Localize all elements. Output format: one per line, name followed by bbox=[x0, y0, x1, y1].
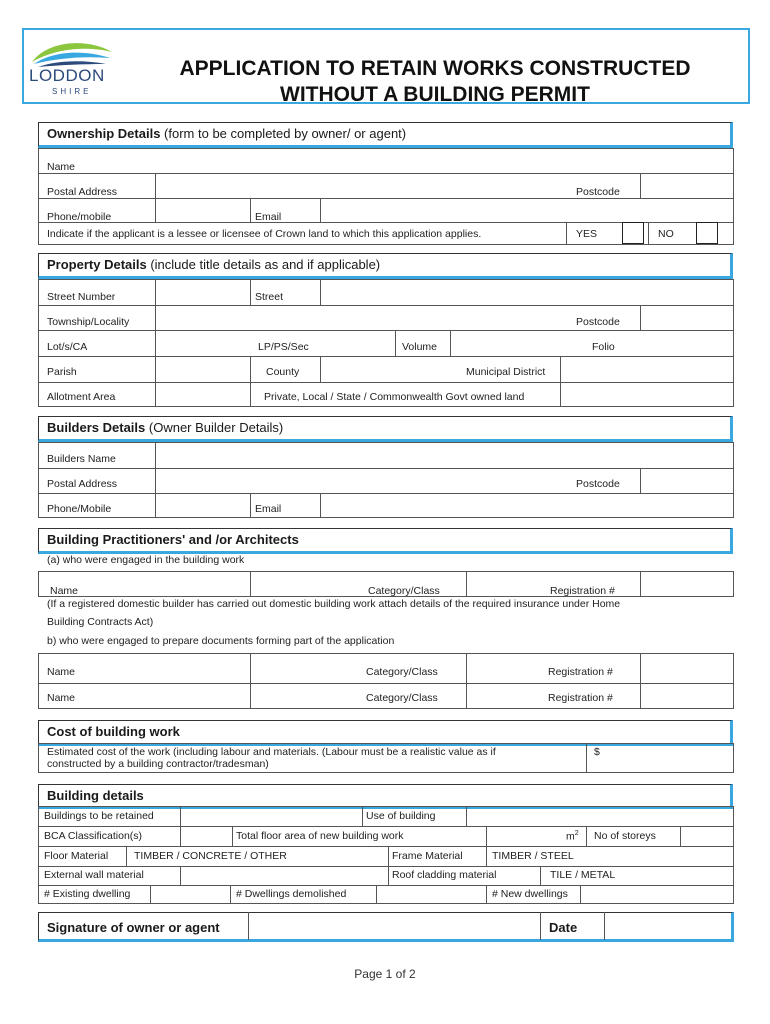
practitioner-a-category-field[interactable] bbox=[467, 572, 547, 596]
frame-material-label: Frame Material bbox=[392, 850, 463, 862]
crown-no-label: NO bbox=[658, 228, 674, 240]
builders-email-field[interactable] bbox=[321, 494, 733, 518]
practitioner-a-name-label: Name bbox=[50, 585, 79, 597]
owner-phone-field[interactable] bbox=[156, 199, 250, 222]
county-label: County bbox=[266, 366, 300, 378]
new-dwellings-field[interactable] bbox=[581, 886, 733, 904]
practitioner-b1-registration-label: Registration # bbox=[548, 666, 613, 678]
practitioner-b2-category-label: Category/Class bbox=[366, 692, 438, 704]
practitioner-a-name-field[interactable] bbox=[100, 572, 250, 596]
crown-land-question: Indicate if the applicant is a lessee or licensee of Crown land to which this application applies. bbox=[47, 228, 482, 240]
logo-name: LODDON bbox=[29, 66, 105, 85]
owner-email-field[interactable] bbox=[321, 199, 733, 222]
volume-label: Volume bbox=[402, 341, 438, 353]
property-postcode-label: Postcode bbox=[576, 316, 620, 328]
practitioner-b1-category-label: Category/Class bbox=[366, 666, 438, 678]
loddon-logo-icon bbox=[28, 36, 116, 70]
builders-phone-label: Phone/Mobile bbox=[47, 503, 112, 515]
cost-description-line1: Estimated cost of the work (including labour and materials. (Labour must be a realistic value as if bbox=[47, 746, 496, 758]
lp-label: LP/PS/Sec bbox=[258, 341, 309, 353]
ownership-type-label: Private, Local / State / Commonwealth Govt owned land bbox=[264, 391, 525, 403]
existing-dwelling-label: # Existing dwelling bbox=[44, 888, 131, 900]
dwellings-demolished-field[interactable] bbox=[377, 886, 486, 904]
signature-field[interactable] bbox=[249, 913, 540, 940]
bca-field[interactable] bbox=[181, 827, 232, 846]
cost-currency-symbol: $ bbox=[594, 746, 600, 758]
county-field[interactable] bbox=[321, 357, 461, 382]
buildings-retained-field[interactable] bbox=[181, 807, 362, 826]
builders-email-label: Email bbox=[255, 503, 282, 515]
storeys-label: No of storeys bbox=[594, 830, 656, 842]
cost-description-line2: constructed by a building contractor/tradesman) bbox=[47, 758, 269, 770]
lp-field[interactable] bbox=[321, 331, 395, 356]
insurance-note-line2: Building Contracts Act) bbox=[47, 616, 154, 628]
street-field[interactable] bbox=[321, 280, 733, 305]
owner-email-label: Email bbox=[255, 211, 282, 223]
crown-yes-label: YES bbox=[576, 228, 598, 240]
municipal-label: Municipal District bbox=[466, 366, 546, 378]
parish-label: Parish bbox=[47, 366, 77, 378]
insurance-note-line1: (If a registered domestic builder has carried out domestic building work attach details of the required insurance under Home bbox=[47, 598, 621, 610]
owner-name-label: Name bbox=[47, 161, 76, 173]
folio-label: Folio bbox=[592, 341, 615, 353]
street-label: Street bbox=[255, 291, 284, 303]
street-number-label: Street Number bbox=[47, 291, 116, 303]
owner-postcode-label: Postcode bbox=[576, 186, 620, 198]
use-of-building-label: Use of building bbox=[366, 810, 436, 822]
folio-field[interactable] bbox=[641, 331, 733, 356]
practitioners-b-label: b) who were engaged to prepare documents forming part of the application bbox=[47, 635, 395, 647]
ownership-type-field[interactable] bbox=[561, 383, 733, 407]
owner-name-field[interactable] bbox=[155, 149, 733, 173]
roof-cladding-options[interactable]: TILE / METAL bbox=[550, 869, 616, 881]
floor-material-label: Floor Material bbox=[44, 850, 109, 862]
crown-no-checkbox[interactable] bbox=[696, 222, 718, 244]
roof-cladding-label: Roof cladding material bbox=[392, 869, 497, 881]
owner-postal-field[interactable] bbox=[156, 174, 566, 198]
owner-phone-label: Phone/mobile bbox=[47, 211, 112, 223]
township-label: Township/Locality bbox=[47, 316, 130, 328]
storeys-field[interactable] bbox=[681, 827, 733, 846]
street-number-field[interactable] bbox=[156, 280, 250, 305]
property-heading: Property Details (include title details as and if applicable) bbox=[38, 253, 733, 279]
practitioner-a-registration-label: Registration # bbox=[550, 585, 615, 597]
cost-amount-field[interactable] bbox=[605, 744, 733, 772]
parish-field[interactable] bbox=[156, 357, 250, 382]
builders-name-field[interactable] bbox=[156, 443, 733, 468]
allotment-label: Allotment Area bbox=[47, 391, 116, 403]
crown-yes-checkbox[interactable] bbox=[622, 222, 644, 244]
practitioner-b2-name-field[interactable] bbox=[90, 684, 250, 709]
practitioner-b1-name-field[interactable] bbox=[90, 654, 250, 683]
practitioner-b1-name-label: Name bbox=[47, 666, 76, 678]
dwellings-demolished-label: # Dwellings demolished bbox=[236, 888, 347, 900]
signature-label: Signature of owner or agent bbox=[47, 920, 220, 935]
lot-field[interactable] bbox=[156, 331, 250, 356]
new-dwellings-label: # New dwellings bbox=[492, 888, 568, 900]
property-postcode-field[interactable] bbox=[641, 306, 733, 330]
external-wall-field[interactable] bbox=[181, 867, 388, 885]
builders-heading: Builders Details (Owner Builder Details) bbox=[38, 416, 733, 442]
page-number: Page 1 of 2 bbox=[354, 967, 416, 981]
municipal-field[interactable] bbox=[561, 357, 733, 382]
township-field[interactable] bbox=[156, 306, 566, 330]
external-wall-label: External wall material bbox=[44, 869, 144, 881]
use-of-building-field[interactable] bbox=[467, 807, 733, 826]
builders-name-label: Builders Name bbox=[47, 453, 116, 465]
volume-field[interactable] bbox=[451, 331, 586, 356]
owner-postcode-field[interactable] bbox=[641, 174, 733, 198]
builders-postal-label: Postal Address bbox=[47, 478, 118, 490]
builders-postal-field[interactable] bbox=[156, 469, 566, 493]
floor-area-field[interactable] bbox=[487, 827, 557, 846]
page-title-line1: APPLICATION TO RETAIN WORKS CONSTRUCTED bbox=[179, 57, 691, 80]
frame-material-options[interactable]: TIMBER / STEEL bbox=[492, 850, 574, 862]
date-field[interactable] bbox=[605, 913, 731, 940]
logo-sub: SHIRE bbox=[52, 87, 92, 96]
ownership-heading: Ownership Details (form to be completed by owner/ or agent) bbox=[38, 122, 733, 148]
existing-dwelling-field[interactable] bbox=[151, 886, 230, 904]
building-details-heading: Building details bbox=[38, 784, 733, 809]
date-label: Date bbox=[549, 920, 578, 935]
builders-postcode-field[interactable] bbox=[641, 469, 733, 493]
square-metres-unit: $m^2$ bbox=[566, 830, 579, 843]
owner-postal-label: Postal Address bbox=[47, 186, 118, 198]
practitioner-b2-registration-label: Registration # bbox=[548, 692, 613, 704]
builders-phone-field[interactable] bbox=[156, 494, 250, 518]
lot-label: Lot/s/CA bbox=[47, 341, 88, 353]
practitioner-a-registration-field[interactable] bbox=[641, 572, 733, 596]
builders-postcode-label: Postcode bbox=[576, 478, 620, 490]
floor-area-label: Total floor area of new building work bbox=[236, 830, 404, 842]
practitioners-heading: Building Practitioners' and /or Architects bbox=[38, 528, 733, 554]
allotment-field[interactable] bbox=[156, 383, 250, 407]
buildings-retained-label: Buildings to be retained bbox=[44, 810, 154, 822]
practitioner-b2-name-label: Name bbox=[47, 692, 76, 704]
bca-label: BCA Classification(s) bbox=[44, 830, 143, 842]
practitioner-a-category-label: Category/Class bbox=[368, 585, 440, 597]
practitioners-a-label: (a) who were engaged in the building work bbox=[47, 554, 245, 566]
floor-material-options[interactable]: TIMBER / CONCRETE / OTHER bbox=[134, 850, 287, 862]
cost-heading: Cost of building work bbox=[38, 720, 733, 746]
page-title-line2: WITHOUT A BUILDING PERMIT bbox=[280, 83, 590, 106]
